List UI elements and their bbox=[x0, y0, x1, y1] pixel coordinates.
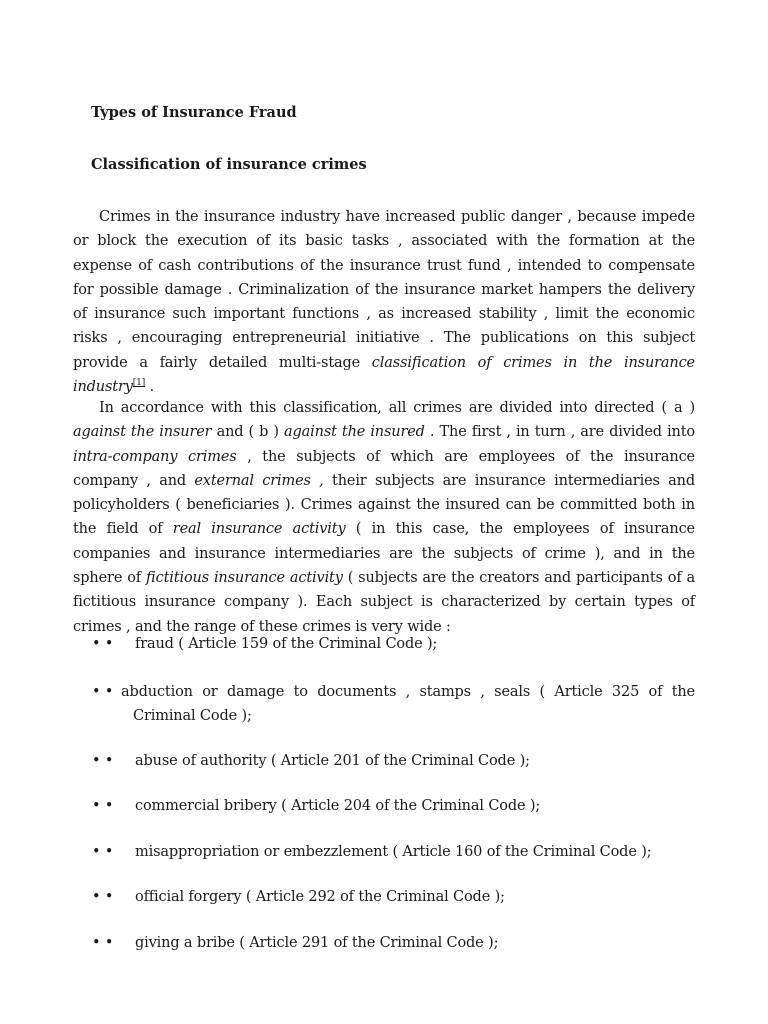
list-item-text: misappropriation or embezzlement ( Article 160 of the Criminal Code ); bbox=[135, 844, 652, 860]
bullet-icon: • • bbox=[92, 798, 114, 814]
paragraph-1 bbox=[73, 205, 695, 399]
paragraph-2-italic: real insurance activity bbox=[172, 521, 346, 538]
bullet-icon: • • bbox=[92, 753, 114, 769]
paragraph-2-text: ( subjects are the creators and participants of a fictitious insurance company ). Each subject is characterized by certain types of crimes , and the range of these crimes is very wide : bbox=[73, 570, 695, 635]
list-item-text: fraud ( Article 159 of the Criminal Code ); bbox=[135, 636, 438, 652]
paragraph-2-italic: against the insurer bbox=[73, 424, 212, 441]
paragraph-2-text: their subjects are insurance intermediaries and policyholders ( beneficiaries ). Crimes against the insured can be committed both in the field of bbox=[73, 472, 695, 538]
list-item bbox=[73, 794, 695, 818]
paragraph-2-text: and ( b ) bbox=[211, 424, 285, 441]
bullet-icon: • • bbox=[92, 684, 114, 700]
paragraph-1-text: Crimes in the insurance industry have increased public danger , because impede or block the execution of its basic tasks , associated with the formation at the expense of cash contributions of the insurance trust fund , intended to compensate for possible damage . Criminalization of the insurance market hampers the delivery of insurance such important functions , as increased stability , limit the economic risks , encouraging entrepreneurial initiative . The publications on this subject provide a fairly detailed multi-stage bbox=[73, 209, 695, 371]
list-item-text: official forgery ( Article 292 of the Criminal Code ); bbox=[135, 889, 505, 905]
bullet-icon: • • bbox=[92, 889, 114, 905]
paragraph-2-italic: fictitious insurance activity bbox=[145, 570, 343, 587]
list-item bbox=[73, 680, 695, 729]
bullet-icon: • • bbox=[92, 844, 114, 860]
list-item bbox=[73, 749, 695, 773]
bullet-icon: • • bbox=[92, 636, 114, 652]
paragraph-2 bbox=[73, 396, 695, 639]
section-heading: Classification of insurance crimes bbox=[91, 156, 367, 173]
paragraph-2-italic: external crimes , bbox=[194, 472, 324, 489]
paragraph-2-text: The first , in turn , are divided into bbox=[434, 424, 695, 441]
paragraph-2-text: In accordance with this classification, all crimes are divided into directed ( a ) bbox=[99, 400, 695, 416]
paragraph-1-italic: classification of crimes in the insurance industry bbox=[73, 354, 695, 396]
document-page bbox=[73, 0, 695, 1024]
footnote-link[interactable]: [1] bbox=[132, 378, 146, 389]
list-item bbox=[73, 840, 695, 864]
list-item-text: abduction or damage to documents , stamps , seals ( Article 325 of the Criminal Code ); bbox=[121, 684, 695, 725]
list-item-text: giving a bribe ( Article 291 of the Criminal Code ); bbox=[135, 935, 499, 951]
paragraph-1-end: . bbox=[145, 379, 155, 396]
bullet-icon: • • bbox=[92, 935, 114, 951]
list-item-text: commercial bribery ( Article 204 of the Criminal Code ); bbox=[135, 798, 541, 814]
paragraph-2-text: , the subjects of which are employees of the insurance company , and bbox=[73, 448, 695, 489]
paragraph-2-italic: against the insured . bbox=[284, 424, 435, 441]
list-item-text: abuse of authority ( Article 201 of the Criminal Code ); bbox=[135, 753, 530, 769]
list-item bbox=[73, 931, 695, 955]
document-title: Types of Insurance Fraud bbox=[91, 104, 297, 121]
paragraph-2-italic: intra-company crimes bbox=[73, 448, 237, 465]
list-item bbox=[73, 632, 695, 656]
list-item bbox=[73, 885, 695, 909]
paragraph-2-text: ( in this case, the employees of insurance companies and insurance intermediaries are the subjects of crime ), and in the sphere of bbox=[73, 521, 695, 587]
